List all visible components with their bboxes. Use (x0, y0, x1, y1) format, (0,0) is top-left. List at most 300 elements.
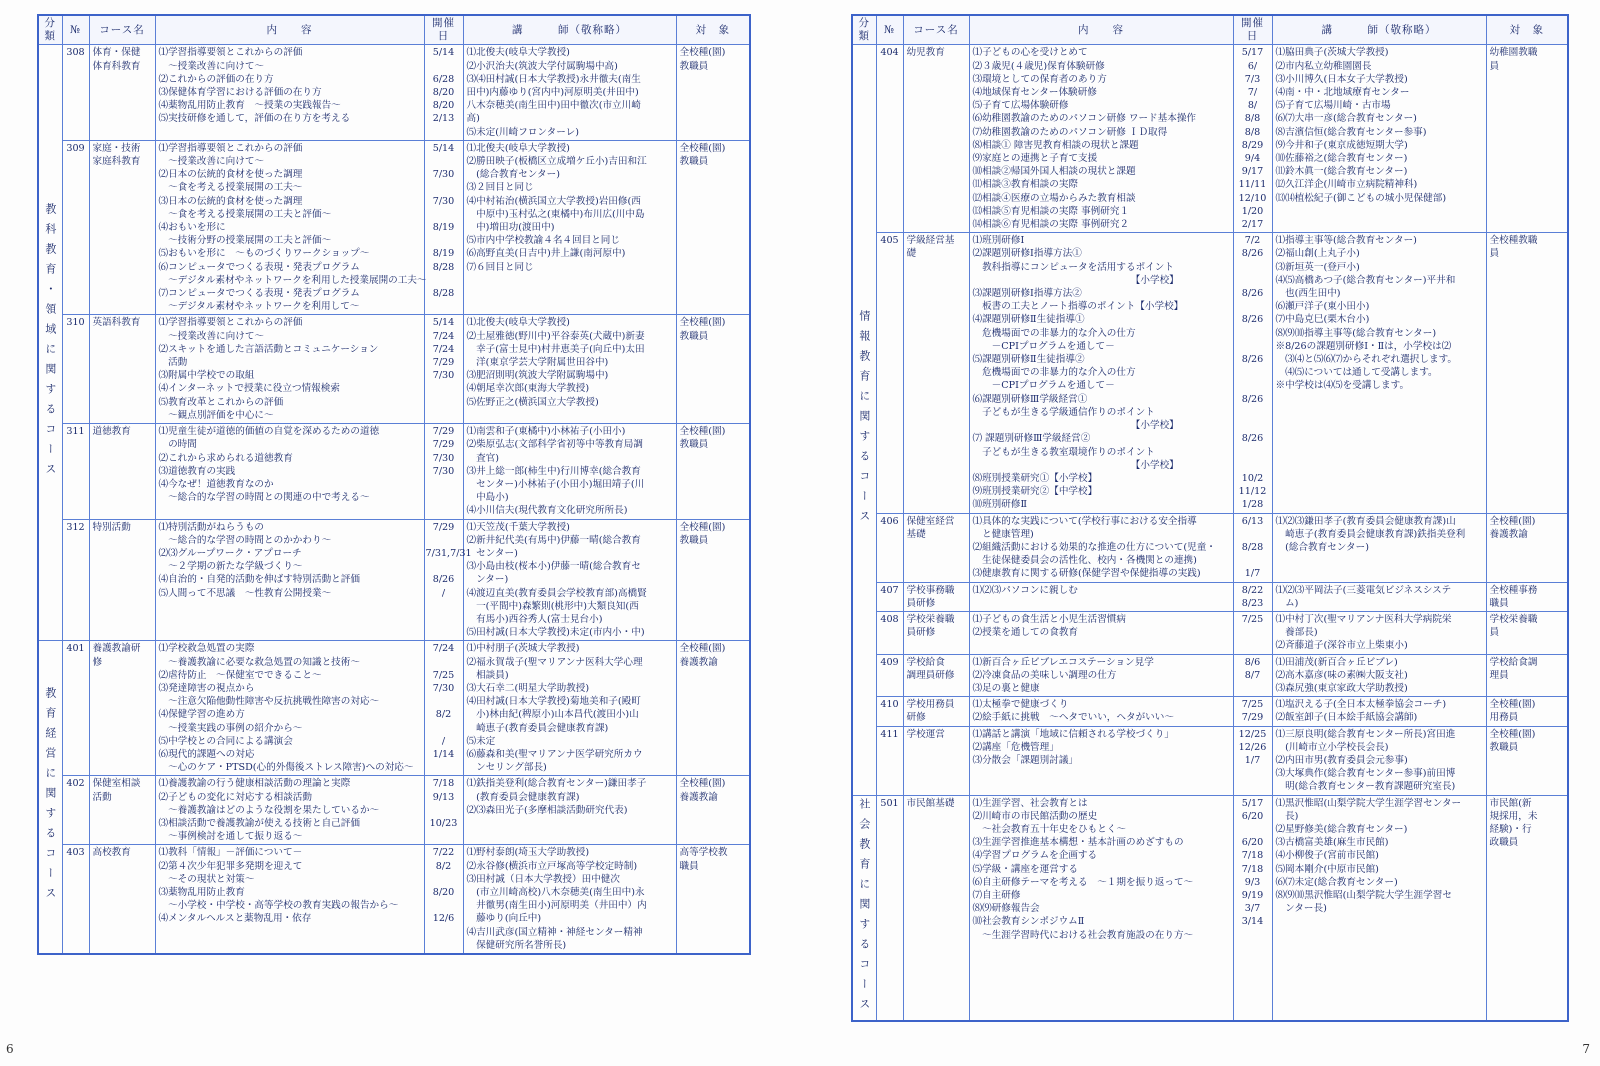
date-line: 10/2 (1241, 472, 1264, 484)
instructor-line: ⑹⑺未定(総合教育センター) (1275, 876, 1398, 888)
instructor-line: ⑴北俊夫(岐阜大学教授) (466, 317, 570, 329)
content-line: ⑴児童生徒が道徳的価値の自覚を深めるための道徳 (158, 426, 380, 438)
content-line: ⑹コンピュータでつくる表現・発表プログラム (158, 261, 360, 273)
instructor-line: ⑷渡辺直美(教育委員会学校教育部)高橋賢 (466, 587, 647, 599)
content-line: ⑴子どもの心を受けとめて (972, 47, 1088, 59)
content-line: ⑽班別研修Ⅱ (972, 499, 1027, 511)
content-line: ⑿相談④医療の立場からみた教育相談 (972, 192, 1136, 204)
header-number: № (62, 15, 89, 45)
date-line: 6/13 (1241, 515, 1264, 527)
header-target: 対 象 (676, 15, 750, 45)
course-instructors (1272, 726, 1486, 795)
date-line: 6/20 (1241, 810, 1264, 822)
date-line: 12/26 (1238, 741, 1267, 753)
course-name-line: 学校栄養職 (906, 613, 955, 625)
course-number: 406 (876, 513, 903, 582)
course-name (903, 582, 969, 611)
content-line: ⑷メンタルヘルスと薬物乱用・依存 (158, 913, 312, 925)
date-line (426, 761, 462, 774)
content-line: ～事例検討を通して振り返る～ (158, 831, 303, 843)
target-line: 教職員 (679, 60, 709, 72)
content-line: ⑽社会教育シンポジウムⅡ (972, 916, 1085, 928)
instructor-line: ⑻⑼⑽黒沢惟昭(山梨学院大学生涯学習セ (1275, 890, 1452, 901)
target-line: 用務員 (1489, 712, 1519, 724)
instructor-line: ⑴北俊夫(岐阜大学教授) (466, 142, 570, 154)
date-line: 7/30 (432, 370, 455, 382)
target-line: 全校種(園) (1489, 728, 1536, 740)
content-line: ⑻相談① 障害児教育相談の現状と課題 (972, 139, 1139, 151)
instructor-line: ⑴中村丁次(聖マリアンナ医科大学病院栄 (1275, 613, 1452, 625)
date-line: 11/12 (1238, 486, 1267, 498)
date-line: 8/26 (1241, 314, 1264, 326)
instructor-line: ⑹藤森和美(聖マリアンナ医学研究所カウ (466, 748, 643, 760)
content-line: ～養護教諭に必要な救急処置の知識と技術～ (158, 656, 360, 668)
content-line: ⒀相談⑤育児相談の実際 事例研究１ (972, 205, 1130, 217)
course-number: 403 (62, 845, 89, 954)
date-line: 8/8 (1244, 126, 1261, 138)
date-line: 8/29 (1241, 139, 1264, 151)
content-line: ⑴教科「情報」－評価について－ (158, 847, 303, 859)
course-instructors (463, 424, 676, 519)
course-number: 402 (62, 776, 89, 845)
course-content (969, 654, 1233, 697)
target-line: 経験)・行 (1489, 823, 1532, 835)
target-line: 学校給食調 (1489, 656, 1538, 668)
instructor-line: ⑹⑺大串一彦(総合教育センター) (1275, 113, 1417, 125)
date-line: 12/25 (1238, 728, 1267, 740)
date-line (426, 830, 462, 843)
content-line: ⑷おもいを形に (158, 222, 226, 234)
course-row (38, 776, 750, 845)
instructor-line: ⑻⑼⑽指導主事等(総合教育センター) (1275, 327, 1437, 339)
course-target (1486, 582, 1568, 611)
course-instructors (1272, 795, 1486, 1021)
instructor-line: ⑴中村朋子(茨城大学教授) (466, 643, 580, 655)
date-line (1235, 274, 1271, 287)
course-instructors (1272, 697, 1486, 726)
course-target (1486, 654, 1568, 697)
instructor-line: ⑺６回目と同じ (466, 261, 534, 273)
instructor-line: ⑹瀬戸洋子(東小田小) (1275, 301, 1370, 313)
content-line: ⑷今なぜ！道徳教育なのか (158, 478, 274, 490)
instructor-line: ⑵永谷修(横浜市立戸塚高等学校定時制) (466, 860, 638, 872)
content-line: の時間 (158, 439, 197, 451)
course-dates (1233, 697, 1272, 726)
content-line: 危機場面での非暴力的な介入の仕方 (972, 327, 1136, 339)
target-line: 全校種教職 (1489, 235, 1538, 247)
date-line (426, 873, 462, 886)
content-line: ～食を考える授業展開の工夫～ (158, 182, 303, 194)
course-name-line: 学校用務員 (906, 699, 955, 711)
instructor-line: ⑶井上総一郎(柿生中)行川博幸(総合教育 (466, 465, 641, 477)
course-number: 311 (62, 424, 89, 519)
course-name-line: 礎 (906, 248, 917, 260)
course-target (1486, 697, 1568, 726)
content-line: と健康管理) (972, 528, 1034, 540)
date-line: 8/28 (432, 288, 455, 300)
content-line: ⑵子どもの変化に対応する相談活動 (158, 791, 312, 803)
course-name-line: 高校教育 (92, 847, 131, 859)
course-name (89, 519, 155, 641)
category-label: 社会教育に関するコース (852, 795, 876, 1021)
course-name-line: 保健室相談 (92, 778, 141, 790)
instructor-line: ⑵市内私立幼稚園園長 (1275, 60, 1372, 72)
content-line: ⑵組織活動における効果的な推進の仕方について(児童・ (972, 541, 1216, 553)
course-instructors (463, 776, 676, 845)
target-line: 員 (1489, 627, 1500, 639)
content-line: ⑶附属中学校での取組 (158, 370, 255, 382)
content-line: ⑵３歳児(４歳児)保育体験研修 (972, 60, 1105, 72)
instructor-line: ⑼今井和子(東京成徳短期大学) (1275, 139, 1408, 151)
instructor-line: ⑴鉄指美登利(総合教育センター)鎌田孝子 (466, 778, 647, 790)
course-name-line: 養護教諭研 (92, 643, 141, 655)
date-line: 6/ (1247, 60, 1258, 72)
course-number: 312 (62, 519, 89, 641)
instructor-line: ⑵斉藤道子(深谷市立上柴東小) (1275, 640, 1408, 652)
category-label: 教育経営に関するコース (38, 641, 62, 954)
content-line: ⑵講座「危機管理」 (972, 741, 1059, 753)
target-line: 養護教諭 (679, 656, 718, 668)
date-line (1235, 261, 1271, 274)
content-line: ～技術分野の授業展開の工夫と評価～ (158, 235, 332, 247)
target-line: 教職員 (679, 439, 709, 451)
course-number: 407 (876, 582, 903, 611)
date-line: 7/ (1247, 87, 1258, 99)
date-line (1235, 929, 1271, 942)
instructor-line: ⒀⒁植松紀子(御こどもの城小児保健部) (1275, 192, 1447, 204)
target-line: 教職員 (679, 156, 709, 168)
target-line: 学校栄養職 (1489, 613, 1538, 625)
course-content (155, 424, 424, 519)
date-line: 1/7 (1244, 568, 1261, 580)
content-line: ⑹自主研修テーマを考える ～１期を振り返って～ (972, 876, 1194, 888)
course-name (903, 654, 969, 697)
content-line: 生徒保健委員会の活性化、校内・各機関との連携) (972, 555, 1197, 567)
course-instructors (1272, 233, 1486, 513)
course-target (676, 45, 750, 140)
date-line: 7/25 (432, 669, 455, 681)
content-line: ～デジタル素材やネットワークを利用した授業展開の工夫～ (158, 274, 427, 286)
date-line: 8/23 (1241, 597, 1264, 609)
date-line: 7/30 (432, 452, 455, 464)
date-line: 7/22 (432, 847, 455, 859)
instructor-line: ⑸田村誠(日本大学教授)未定(市内小・中) (466, 627, 645, 639)
target-line: 養護教諭 (1489, 528, 1528, 540)
content-line: ⑷課題別研修Ⅱ生徒指導① (972, 314, 1085, 326)
instructor-line: ⑸岡本剛介(中原市民館) (1275, 863, 1379, 875)
course-number: 405 (876, 233, 903, 513)
content-line: ⑴特別活動がねらうもの (158, 521, 265, 533)
date-line (426, 409, 462, 422)
date-line: 8/26 (1241, 393, 1264, 405)
course-instructors (1272, 45, 1486, 233)
content-line: ⑶健康教育に関する研修(保健学習や保健指導の実践) (972, 568, 1201, 580)
course-content (155, 641, 424, 776)
date-line: 8/7 (1244, 669, 1261, 681)
target-line: 全校種(園) (679, 778, 726, 790)
header-category: 分類 (852, 15, 876, 45)
instructor-line: ⑶小川博久(日本女子大学教授) (1275, 73, 1408, 85)
date-line: 11/11 (1238, 179, 1267, 191)
instructor-line: (市立川崎高校)八木奈穂美(南生田中)永 (466, 887, 645, 898)
instructor-line: (総合教育センター) (1275, 541, 1369, 553)
date-line: 7/3 (1244, 73, 1261, 85)
header-number: № (876, 15, 903, 45)
course-content (155, 776, 424, 845)
instructor-line: ⑻吉濱信恒(総合教育センター参事) (1275, 126, 1427, 138)
target-line: 政職員 (1489, 837, 1519, 849)
course-name-line: 家庭科教育 (92, 156, 141, 168)
date-line: 7/30 (432, 682, 455, 694)
course-content (969, 513, 1233, 582)
instructor-line: ⑶森尻強(東京家政大学助教授) (1275, 682, 1408, 694)
course-instructors (463, 641, 676, 776)
date-line: 5/14 (432, 142, 455, 154)
course-name (903, 726, 969, 795)
instructor-line: ⑴三原良明(総合教育センター所長)宮田進 (1275, 728, 1456, 740)
header-course-name: コース名 (89, 15, 155, 45)
course-target (676, 776, 750, 845)
course-content (155, 845, 424, 954)
content-line: ⑷自治的・自発的活動を伸ばす特別活動と評価 (158, 574, 360, 586)
course-content (155, 45, 424, 140)
instructor-line: ⑴塩沢える子(全日本太極拳協会コーチ) (1275, 699, 1447, 711)
date-line: 8/2 (435, 860, 452, 872)
instructor-line: ⑷南・中・北地域療育センター (1275, 87, 1410, 99)
content-line: ⑶発達障害の視点から (158, 682, 255, 694)
date-line: 3/14 (1241, 916, 1264, 928)
course-row (38, 519, 750, 641)
content-line: ⑴講話と講演「地域に信頼される学校づくり」 (972, 728, 1174, 740)
date-line (1235, 340, 1271, 353)
course-target (676, 315, 750, 424)
date-line: 8/6 (1244, 656, 1261, 668)
instructor-line: 高) (466, 113, 480, 125)
date-line (426, 300, 462, 313)
target-line: 教職員 (679, 534, 709, 546)
date-line: 7/30 (432, 195, 455, 207)
content-line: ⑸課題別研修Ⅱ生徒指導② (972, 354, 1085, 366)
instructor-line: 田中)内藤ゆり(宮内中)河原明美(井田中) (466, 87, 639, 99)
course-content (155, 315, 424, 424)
instructor-line: 幸子(富士見中)村井恵美子(向丘中)太田 (466, 343, 645, 355)
date-line: 1/20 (1241, 205, 1264, 217)
course-row (852, 582, 1568, 611)
header-target: 対 象 (1486, 15, 1568, 45)
course-content (969, 697, 1233, 726)
date-line: / (441, 587, 446, 599)
date-line: 10/23 (429, 817, 458, 829)
content-line: ⑴太極拳で健康づくり (972, 699, 1069, 711)
instructor-line: 崎恵子(教育委員会健康教育課)鉄指美登利 (1275, 528, 1466, 540)
course-name (903, 45, 969, 233)
course-dates (424, 424, 463, 519)
instructor-line: (川崎市立小学校長会長) (1275, 741, 1389, 753)
date-line: 8/8 (1244, 113, 1261, 125)
instructor-line: ⑶⑷と⑸⑹⑺からそれぞれ選択します。 (1275, 354, 1458, 366)
date-line: 7/29 (432, 357, 455, 369)
instructor-line: センター) (466, 547, 518, 559)
instructor-line: ⑷朝尾幸次郎(東海大学教授) (466, 383, 590, 395)
page-number-right: 7 (1582, 1042, 1590, 1056)
date-line: 7/29 (1241, 712, 1264, 724)
content-line: －CPIプログラムを通して－ (972, 340, 1115, 352)
target-line: 養護教諭 (679, 791, 718, 803)
course-row (38, 641, 750, 776)
page-number-left: 6 (6, 1042, 14, 1056)
course-content (969, 611, 1233, 654)
course-name (903, 795, 969, 1021)
date-line: 8/22 (1241, 584, 1264, 596)
date-line: 8/20 (432, 100, 455, 112)
instructor-line: ⑵福永賀哉子(聖マリアンナ医科大学心理 (466, 656, 643, 668)
course-row (38, 845, 750, 954)
instructor-line: ⑵新井紀代美(有馬中)伊藤一晴(総合教育 (466, 534, 641, 546)
content-line: ⑵絵手紙に挑戦 ～ヘタでいい，ヘタがいい～ (972, 712, 1174, 724)
instructor-line: ⑸未定 (466, 735, 496, 747)
date-line: 2/13 (432, 113, 455, 125)
course-name (89, 641, 155, 776)
instructor-line: ⑶田村誠（日本大学教授）田中健次 (466, 873, 620, 885)
course-dates (1233, 45, 1272, 233)
course-row (38, 140, 750, 315)
date-line: 8/28 (1241, 541, 1264, 553)
course-instructors (1272, 611, 1486, 654)
content-line: ⑹幼稚園教諭のためのパソコン研修 ワード基本操作 (972, 113, 1197, 125)
target-line: 教職員 (1489, 741, 1519, 753)
course-row (852, 795, 1568, 1021)
date-line: 8/26 (1241, 433, 1264, 445)
course-name (89, 776, 155, 845)
date-line: 8/26 (1241, 248, 1264, 260)
content-line: ⑵授業を通しての食教育 (972, 627, 1079, 639)
content-line: ⑻班別授業研究①【小学校】 (972, 472, 1098, 484)
content-line: ⑵冷凍食品の美味しい調理の仕方 (972, 669, 1117, 681)
header-instructor: 講 師（敬称略） (463, 15, 676, 45)
instructor-line: ⑶⑷田村誠(日本大学教授)永井徹夫(南生 (466, 73, 641, 85)
content-line: 【小学校】 (972, 420, 1179, 432)
course-dates (1233, 233, 1272, 513)
content-line: ⑹課題別研修Ⅲ学級経営① (972, 393, 1088, 405)
content-line: ⑸人間って不思議 ～性教育公開授業～ (158, 587, 332, 599)
content-line: 活動 (158, 357, 188, 369)
target-line: 全校種(園) (679, 426, 726, 438)
date-line: 6/28 (432, 73, 455, 85)
course-dates (424, 776, 463, 845)
instructor-line: 也(西生田中) (1275, 288, 1341, 300)
course-name-line: 学級経営基 (906, 235, 955, 247)
course-dates (424, 140, 463, 315)
date-line: 8/19 (432, 222, 455, 234)
header-instructor: 講 師（敬称略） (1272, 15, 1486, 45)
instructor-line: ⑴⑵⑶平岡法子(三菱電気ビジネスシステ (1275, 584, 1452, 596)
date-line (426, 181, 462, 194)
course-target (1486, 513, 1568, 582)
content-line: ⑸子育て広場体験研修 (972, 100, 1069, 112)
course-name (903, 697, 969, 726)
date-line (1235, 823, 1271, 836)
instructor-line: 保健研究所名誉所長) (466, 939, 567, 951)
instructor-line: ンター) (466, 574, 509, 586)
course-instructors (463, 845, 676, 954)
content-line: ⑴学校救急処置の実際 (158, 643, 255, 655)
content-line: ⑵スキットを通した言語活動とコミュニケーション (158, 343, 379, 355)
target-line: 全校種(園) (679, 643, 726, 655)
date-line (1235, 379, 1271, 392)
instructor-line: (総合教育センター) (466, 169, 560, 181)
date-line: 9/13 (432, 791, 455, 803)
instructor-line: ⑶大石幸二(明星大学助教授) (466, 682, 590, 694)
instructor-line: ⑵土屋雅徳(野川中)平谷泰英(犬蔵中)新妻 (466, 330, 645, 342)
right-page (851, 14, 1567, 1022)
date-line: 3/7 (1244, 903, 1261, 915)
instructor-line: ⑸市内中学校教諭４名４回目と同じ (466, 235, 620, 247)
table-header-row (38, 15, 750, 45)
content-line: ⑷インターネットで授業に役立つ情報検索 (158, 383, 340, 395)
instructor-line: ンセリング部長) (466, 762, 547, 774)
instructor-line: ム) (1275, 597, 1299, 609)
content-line: ⑵虐待防止 ～保健室でできること～ (158, 669, 322, 681)
target-line: 全校種(園) (679, 317, 726, 329)
target-line: 職員 (679, 860, 699, 872)
instructor-line: ⑷⑸については通して受講します。 (1275, 367, 1438, 379)
date-line: / (441, 735, 446, 747)
date-line: 7/24 (432, 643, 455, 655)
date-line: 7/18 (1241, 863, 1264, 875)
date-line: 9/19 (1241, 890, 1264, 901)
content-line: 【小学校】 (972, 459, 1179, 471)
content-line: ～養護教諭はどのような役割を果たしているか～ (158, 804, 380, 816)
date-line: 7/24 (432, 330, 455, 342)
instructor-line: 相談員) (466, 669, 509, 681)
course-target (1486, 233, 1568, 513)
date-line (1235, 419, 1271, 432)
instructor-line: ※8/26の課題別研修Ⅰ・Ⅱは，小学校は⑵ (1275, 340, 1452, 352)
date-line (426, 695, 462, 708)
date-line (426, 491, 462, 504)
instructor-line: ⑴⑵⑶鎌田孝子(教育委員会健康教育課)山 (1275, 515, 1456, 527)
course-number: 401 (62, 641, 89, 776)
content-line: ⑶保健体育学習における評価の在り方 (158, 87, 322, 99)
target-line: 員 (1489, 248, 1500, 260)
date-line (426, 722, 462, 735)
instructor-line: ⑾鈴木眞一(総合教育センター) (1275, 166, 1408, 178)
target-line: 職員 (1489, 597, 1509, 609)
content-line: ⑺幼稚園教諭のためのパソコン研修 ＩＤ取得 (972, 126, 1168, 138)
target-line: 教職員 (679, 330, 709, 342)
course-content (155, 519, 424, 641)
date-line: 8/26 (432, 574, 455, 586)
course-number: 409 (876, 654, 903, 697)
content-line: 子どもが生きる教室環境作りのポイント (972, 446, 1155, 458)
target-line: 規採用，未 (1489, 810, 1538, 822)
content-line: ～授業実践の事例の紹介から～ (158, 722, 303, 734)
instructor-line: ⑵柴原弘志(文部科学省初等中等教育局調 (466, 439, 643, 451)
date-line (426, 478, 462, 491)
date-line (1235, 366, 1271, 379)
course-dates (1233, 611, 1272, 654)
left-table-body (38, 45, 750, 954)
date-line (426, 382, 462, 395)
course-number: 501 (876, 795, 903, 1021)
course-content (969, 582, 1233, 611)
content-line: ⑵これから求められる道徳教育 (158, 452, 293, 464)
content-line: ～観点別評価を中心に～ (158, 409, 274, 421)
date-line (1235, 327, 1271, 340)
instructor-line: 井徹男(南生田小)河原明美（井田中）内 (466, 900, 647, 912)
course-dates (1233, 726, 1272, 795)
target-line: 幼稚園教職 (1489, 47, 1538, 59)
